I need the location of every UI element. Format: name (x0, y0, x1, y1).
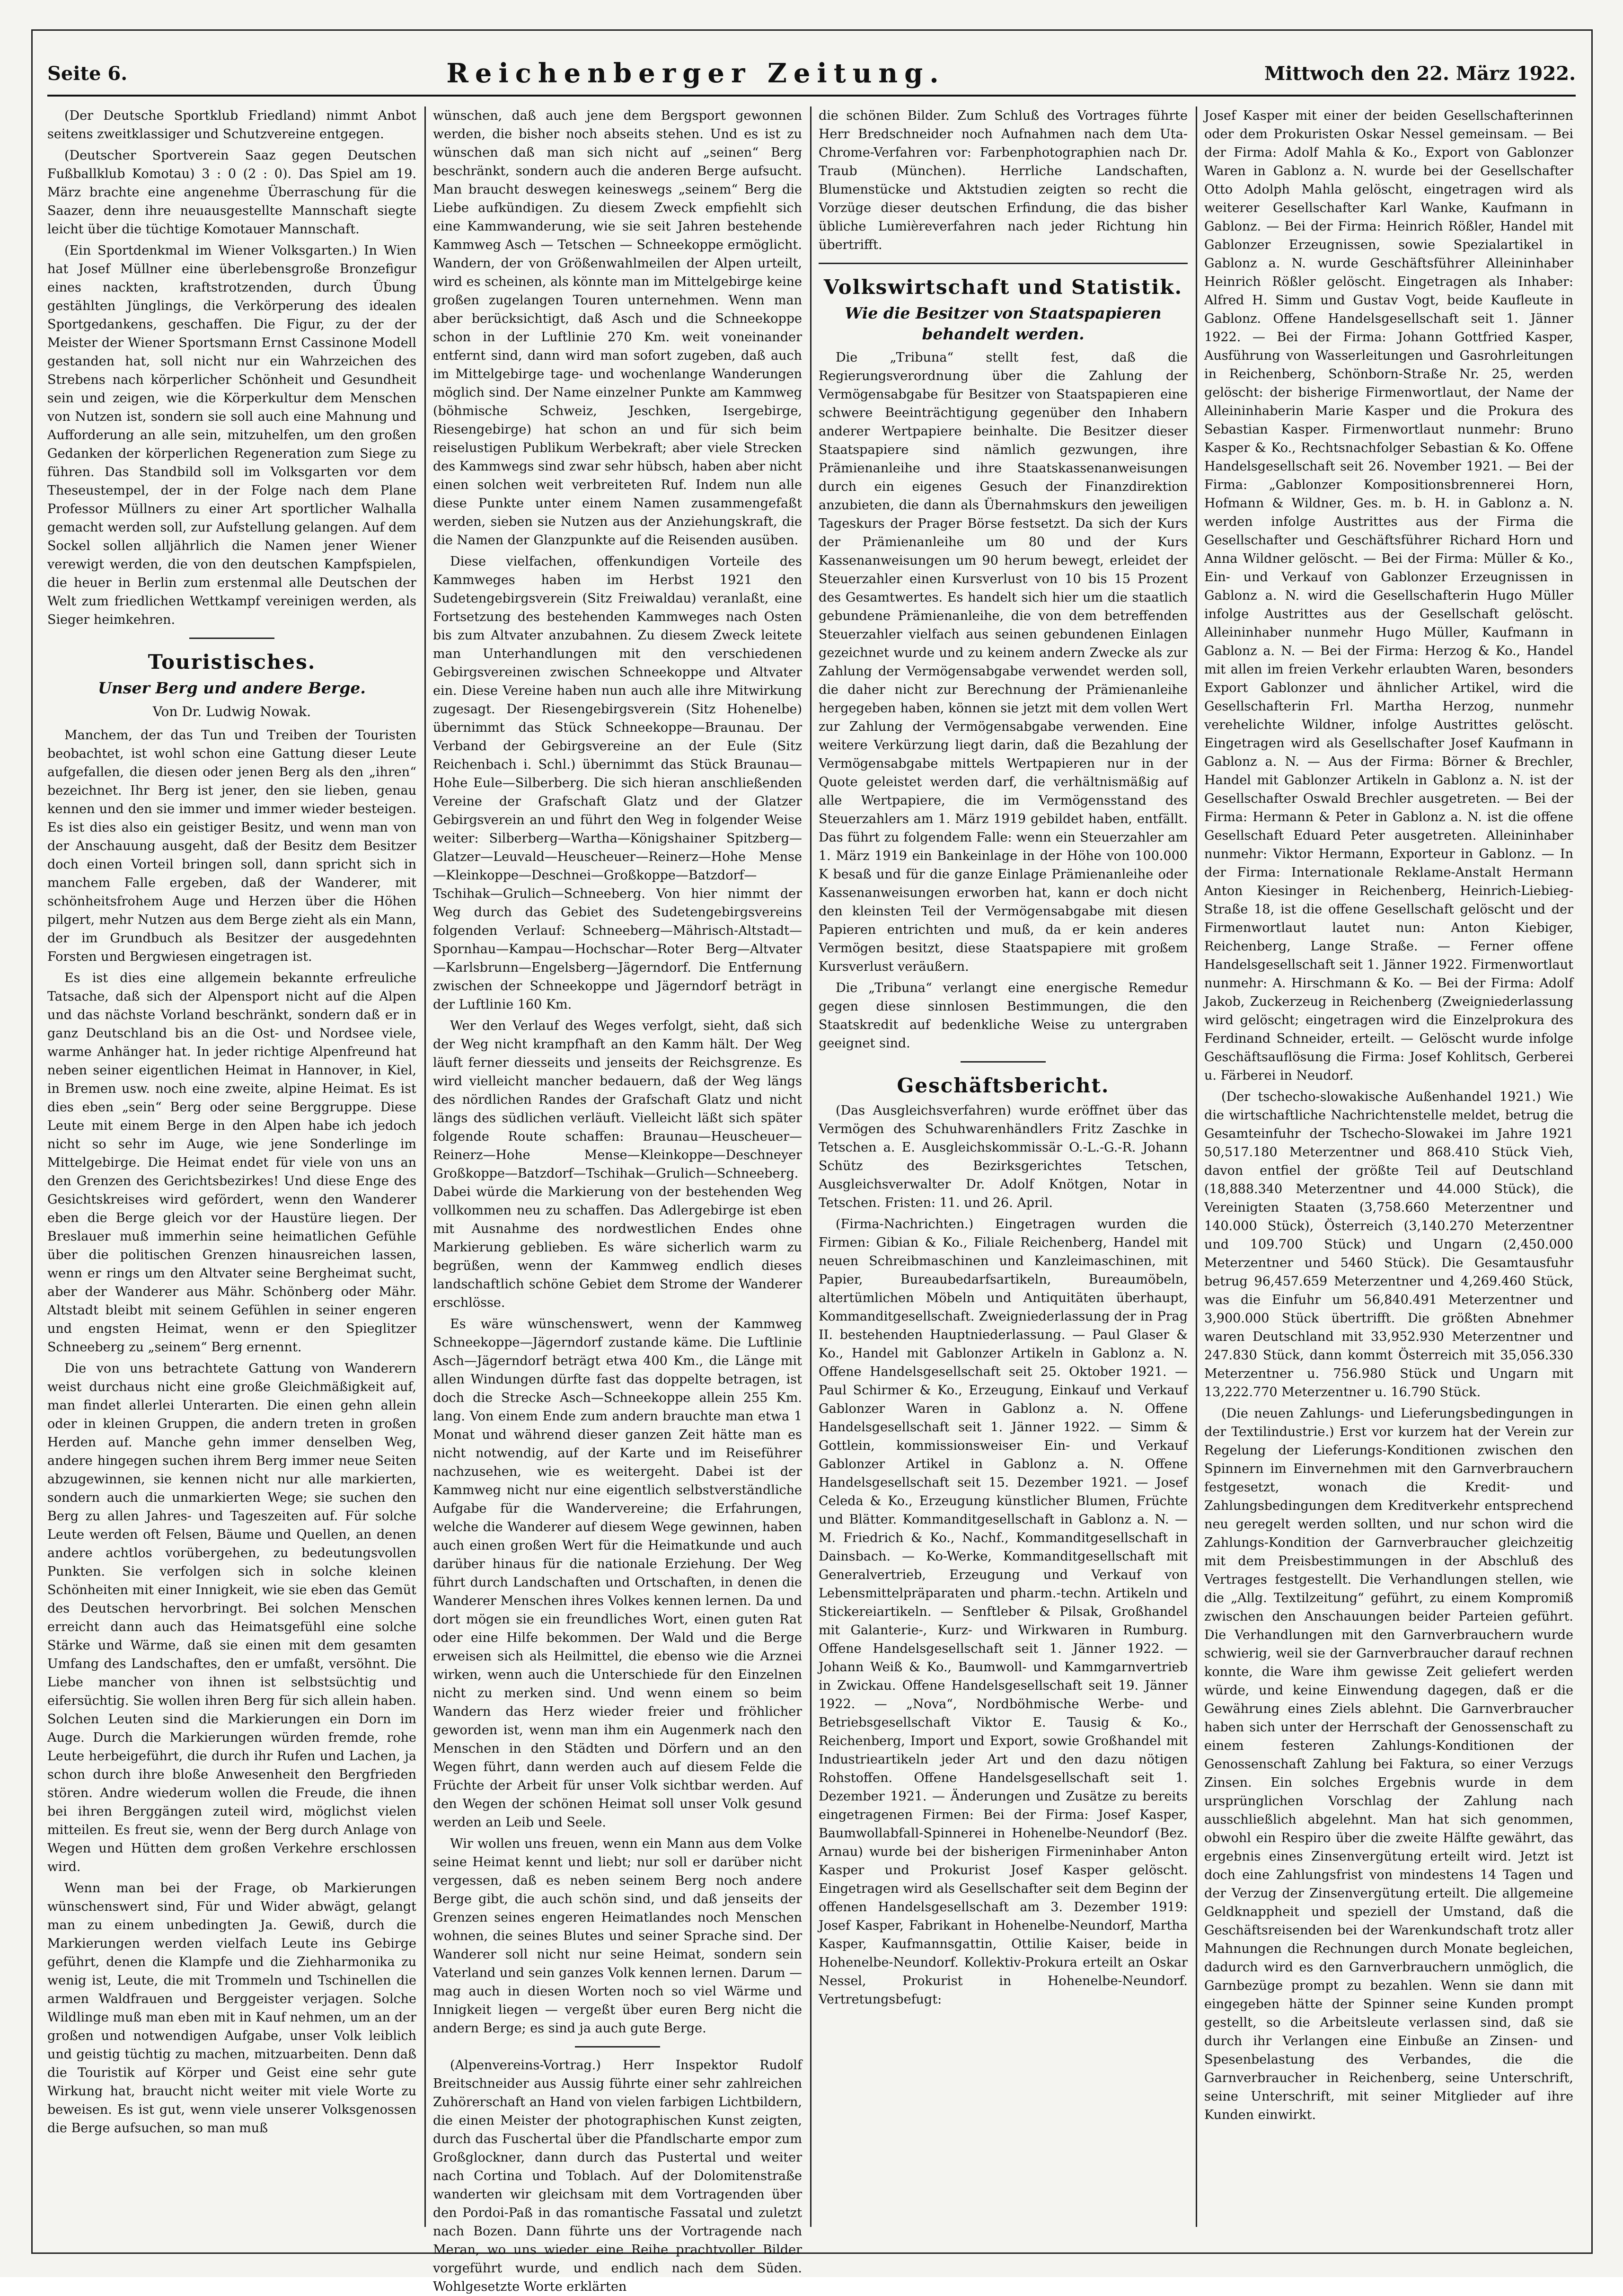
sport-note-friedland: (Der Deutsche Sportklub Friedland) nimmt Anbot seitens zweitklassiger und Schutzvereine entgegen. (47, 108, 416, 142)
section-divider (961, 1061, 1046, 1063)
article-paragraph: Wenn man bei der Frage, ob Markierungen wünschenswert sind, Für und Wider abwägt, gelangt man zu einem unbedingten Ja. Gewiß, durch die Markierungen werden vielfach Leute ins Gebirge geführt, denen die Klampfe und die Ziehharmonika zu wenig ist, Leute, die mit Trommeln und Tschinellen die armen Waldfrauen und Berggeister verjagen. Solche Wildlinge muß man eben mit in Kauf nehmen, um an der großen und notwendigen Aufgabe, unser Volk leiblich und geistig tüchtig zu machen, mitzuarbeiten. Denn daß die Touristik auf Körper und Geist eine sehr gute Wirkung hat, braucht nicht weiter mit viele Worte zu beweisen. Es ist gut, wenn viele unserer Volksgenossen die Berge aufsuchen, so man muß (47, 1881, 416, 2136)
article-paragraph: Die „Tribuna“ stellt fest, daß die Regierungsverordnung über die Zahlung der Vermögensabgabe für Besitzer von Staatspapieren eine schwere Beeinträchtigung gegenüber den Inhabern anderer Wertpapiere beinhalte. Die Besitzer dieser Staatspapiere sind nämlich gezwungen, ihre Prämienanleihe und ihre Staatskassenanweisungen durch ein eigenes Gesuch der Finanzdirektion anzubieten, die dann als Übernahmskurs den jeweiligen Tageskurs der Prager Börse festsetzt. Da sich der Kurs der Prämienanleihe um 80 und der Kurs Kassenanweisungen um 90 herum bewegt, erleidet der Steuerzahler einen Kursverlust von 10 bis 15 Prozent des Gesamtwertes. Es handelt sich hier um die staatlich gebundene Prämienanleihe, die von dem betreffenden Steuerzahler vielfach aus seinen gebundenen Einlagen gezeichnet wurde und zu keinem andern Zwecke als zur Zahlung der Vermögensabgabe verwendet werden soll, die daher nicht zur Berechnung der Prämienanleihe hergegeben haben, können sie jetzt mit dem vollen Wert zur Zahlung der Vermögensabgabe verwenden. Eine weitere Verkürzung liegt darin, daß die Bezahlung der Vermögensabgabe mittels Wertpapieren nur in der Quote geleistet werden darf, die verhältnismäßig auf alle Wertpapiere, die im Vermögensstand des Steuerzahlers am 1. März 1919 gebildet haben, entfällt. Das führt zu folgendem Falle: wenn ein Steuerzahler am 1. März 1919 ein Bankeinlage in der Höhe von 100.000 K besaß und für die ganze Einlage Prämienanleihe oder Kassenanweisungen erworben hat, kann er doch nicht den kleinsten Teil der Vermögensabgabe mit diesen Papieren entrichten und muß, da er kein anderes Vermögen besitzt, diese Staatspapiere mit großem Kursverlust veräußern. (819, 350, 1188, 974)
newspaper-title: Reichenberger Zeitung. (446, 58, 945, 89)
column-3 (819, 106, 1188, 2227)
section-title-volkswirtschaft: Volkswirtschaft und Statistik. (823, 275, 1183, 299)
article-paragraph: Manchem, der das Tun und Treiben der Touristen beobachtet, ist wohl schon eine Gattung dieser Leute aufgefallen, die diesen oder jenen Berg als den „ihren“ bezeichnet. Ihr Berg ist jener, den sie lieben, genau kennen und den sie immer und immer wieder besteigen. Es ist dies also ein geistiger Besitz, und wenn man von der Anschauung ausgeht, daß der Besitz dem Besitzer doch einen Vorteil bringen soll, dann spricht sich in manchem Falle ergeben, daß der Wanderer, mit schönheitsfrohem Auge und Herzen über die Höhen pilgert, mehr Nutzen aus dem Berge zieht als ein Mann, der im Grundbuch als Besitzer der ausgedehnten Forsten und Bergwiesen eingetragen ist. (47, 728, 416, 964)
business-note-firmen: (Firma-Nachrichten.) Eingetragen wurden die Firmen: Gibian & Ko., Filiale Reichenberg, Handel mit neuen Schreibmaschinen und Kanzleimaschinen, mit Papier, Bureaubedarfsartikeln, Bureaumöbeln, altertümlichen Möbeln und Antiquitäten überhaupt, Kommanditgesellschaft. Zweigniederlassung der in Prag II. bestehenden Hauptniederlassung. — Paul Glaser & Ko., Handel mit Gablonzer Artikeln in Gablonz a. N. Offene Handelsgesellschaft seit 25. Oktober 1921. — Paul Schirmer & Ko., Erzeugung, Einkauf und Verkauf Gablonzer Waren in Gablonz a. N. Offene Handelsgesellschaft seit 1. Jänner 1922. — Simm & Gottlein, kommissionsweiser Ein- und Verkauf Gablonzer Artikel in Gablonz a. N. Offene Handelsgesellschaft seit 15. Dezember 1921. — Josef Celeda & Ko., Erzeugung künstlicher Blumen, Früchte und Blätter. Kommanditgesellschaft in Gablonz a. N. — M. Friedrich & Ko., Nachf., Kommanditgesellschaft in Dainsbach. — Ko-Werke, Kommanditgesellschaft mit Generalvertrieb, Erzeugung und Verkauf von Lebensmittelpräparaten und pharm.-techn. Artikeln und Stickereiartikeln. — Senftleber & Pilsak, Großhandel mit Galanterie-, Kurz- und Wirkwaren in Rumburg. Offene Handelsgesellschaft seit 1. Jänner 1922. — Johann Weiß & Ko., Baumwoll- und Kammgarnvertrieb in Zwickau. Offene Handelsgesellschaft seit 19. Jänner 1922. — „Nova“, Nordböhmische Werbe- und Betriebsgesellschaft Viktor E. Tausig & Ko., Reichenberg, Import und Export, sowie Großhandel mit Industrieartikeln jeder Art und den dazu nötigen Rohstoffen. Offene Handelsgesellschaft seit 1. Dezember 1921. — Änderungen und Zusätze zu bereits eingetragenen Firmen: Bei der Firma: Josef Kasper, Baumwollabfall-Spinnerei in Hohenelbe-Neundorf (Bez. Arnau) wurde bei der bisherigen Firmeninhaber Anton Kasper und Prokurist Josef Kasper gelöscht. Eingetragen wird als Gesellschafter seit dem Beginn der offenen Handelsgesellschaft am 3. Dezember 1919: Josef Kasper, Fabrikant in Hohenelbe-Neundorf, Martha Kasper, Kaufmannsgattin, Ottilie Kaiser, beide in Hohenelbe-Neundorf. Kollektiv-Prokura erteilt an Oskar Nessel, Prokurist in Hohenelbe-Neundorf. Vertretungsbefugt: (819, 1217, 1188, 2007)
business-note-continued: Josef Kasper mit einer der beiden Gesellschafterinnen oder dem Prokuristen Oskar Nessel gemeinsam. — Bei der Firma: Adolf Mahla & Ko., Export von Gablonzer Waren in Gablonz a. N. wurde bei der Gesellschafter Otto Adolph Mahla gelöscht, eingetragen wird als weiterer Gesellschafter Karl Wanke, Kaufmann in Gablonz. — Bei der Firma: Heinrich Rößler, Handel mit Gablonzer Erzeugnissen, sowie Spezialartikel in Gablonz a. N. wurde Geschäftsführer Alleininhaber Heinrich Rößler gelöscht. Eingetragen als Inhaber: Alfred H. Simm und Gustav Vogt, beide Kaufleute in Gablonz. Offene Handelsgesellschaft seit 1. Jänner 1922. — Bei der Firma: Johann Gottfried Kasper, Ausführung von Wasserleitungen und Gasrohrleitungen in Reichenberg, Schönborn-Straße Nr. 25, werden gelöscht: der bisherige Firmenwortlaut, der Name der Alleininhaberin Marie Kasper und die Prokura des Sebastian Kasper. Firmenwortlaut nunmehr: Bruno Kasper & Ko., Rechtsnachfolger Sebastian & Ko. Offene Handelsgesellschaft seit 26. November 1921. — Bei der Firma: „Gablonzer Kompositionsbrennerei Horn, Hofmann & Wildner, Ges. m. b. H. in Gablonz a. N. werden infolge Austrittes aus der Firma die Gesellschafter und Geschäftsführer Richard Horn und Anna Wildner gelöscht. — Bei der Firma: Müller & Ko., Ein- und Verkauf von Gablonzer Erzeugnissen in Gablonz a. N. wird die Gesellschafterin Hugo Müller infolge Austrittes aus der Gesellschaft gelöscht. Alleininhaber nunmehr Hugo Müller, Kaufmann in Gablonz a. N. — Bei der Firma: Herzog & Ko., Handel mit allen im freien Verkehr erlaubten Waren, besonders Export Gablonzer und ähnlicher Artikel, wird die Gesellschafterin Frl. Martha Herzog, nunmehr verehelichte Wildner, infolge Austrittes gelöscht. Eingetragen wird als Gesellschafter Josef Kaufmann in Gablonz a. N. — Aus der Firma: Börner & Brechler, Handel mit Gablonzer Artikeln in Gablonz a. N. ist der Gesellschafter Oswald Brechler ausgetreten. — Bei der Firma: Hermann & Peter in Gablonz a. N. ist die offene Gesellschaft Eduard Peter ausgetreten. Alleininhaber nunmehr: Viktor Hermann, Exporteur in Gablonz. — In der Firma: Internationale Reklame-Anstalt Hermann Anton Kiesinger in Reichenberg, Heinrich-Liebieg-Straße 18, ist die offene Gesellschaft gelöscht und der Firmenwortlaut lautet nun: Anton Kiebiger, Reichenberg, Lange Straße. — Ferner offene Handelsgesellschaft seit 1. Jänner 1922. Firmenwortlaut nunmehr: A. Hirschmann & Ko. — Bei der Firma: Adolf Jakob, Zuckerzeug in Reichenberg (Zweigniederlassung wird gelöscht; eingetragen wird die Einzelprokura des Ferdinand Schneider, erteilt. — Gelöscht wurde infolge Geschäftsauflösung die Firma: Josef Kohlitsch, Gerberei u. Färberei in Neudorf. (1204, 108, 1573, 1083)
article-paragraph: Wir wollen uns freuen, wenn ein Mann aus dem Volke seine Heimat kennt und liebt; nur soll er darüber nicht vergessen, daß es neben seinem Berg noch andere Berge gibt, die auch schön sind, und daß jenseits der Grenzen seines engeren Heimatlandes noch Menschen wohnen, die seines Blutes und seiner Sprache sind. Der Wanderer soll nicht nur seine Heimat, sondern sein Vaterland und sein ganzes Volk kennen lernen. Darum — mag auch in diesen Worten noch so viel Wärme und Innigkeit liegen — vergeßt über euren Berg nicht die andern Berge; es sind ja auch gute Berge. (433, 1836, 802, 2036)
article-title-berg: Unser Berg und andere Berge. (98, 679, 366, 697)
sport-note-monument: (Ein Sportdenkmal im Wiener Volksgarten.) In Wien hat Josef Müllner eine überlebensgroße Bronzefigur eines nackten, kraftstrotzenden, durch Übung gestählten Jünglings, die Verkörperung des idealen Sportgedankens, geschaffen. Die Figur, zu der der Meister der Wiener Sportsmann Ernst Cassinone Modell gestanden hat, soll nicht nur ein Wahrzeichen des Strebens nach körperlicher Schönheit und Gesundheit sein und zeigen, wie die Körperkultur dem Menschen von Nutzen ist, sondern sie soll auch eine Mahnung und Aufforderung an alle sein, mitzuhelfen, um den großen Gedanken der körperlichen Regeneration zum Siege zu führen. Das Standbild soll im Volksgarten vor dem Theseustempel, der in der Folge nach dem Plane Professor Müllners zu einer Art sportlicher Walhalla gemacht werden soll, zur Aufstellung gelangen. Auf dem Sockel sollen alljährlich die Namen jener Wiener verewigt werden, die von den deutschen Kampfspielen, die heuer in Berlin zum erstenmal alle Deutschen der Welt zum friedlichen Wettkampf vereinigen werden, als Sieger heimkehren. (47, 243, 416, 627)
section-divider (189, 638, 274, 639)
column-1 (47, 106, 416, 2227)
article-title-staatspapiere: Wie die Besitzer von Staatspapieren behandelt werden. (845, 304, 1162, 343)
section-divider (819, 263, 1188, 264)
alpine-lecture-note: (Alpenvereins-Vortrag.) Herr Inspektor Rudolf Breitschneider aus Aussig führte einer sehr zahlreichen Zuhörerschaft an Hand von vielen farbigen Lichtbildern, die einen Meister der photographischen Kunst zeigten, durch das Fuschertal über die Pfandlscharte empor zum Großglockner, dann durch das Pustertal und weiter nach Cortina und Toblach. Auf der Dolomitenstraße wanderten wir gleichsam mit dem Vortragenden über den Pordoi-Paß in das romantische Fassatal und zuletzt nach Bozen. Dann führte uns der Vortragende nach Meran, wo uns wieder eine Reihe prachtvoller Bilder vorgeführt wurde, und endlich nach dem Süden. Wohlgesetzte Worte erklärten (433, 2058, 802, 2294)
column-divider (810, 106, 812, 2227)
column-4 (1204, 106, 1573, 2227)
column-2 (433, 106, 802, 2294)
masthead (47, 52, 1576, 97)
article-paragraph: wünschen, daß auch jene dem Bergsport gewonnen werden, die bisher noch abseits stehen. Und es ist zu wünschen daß man sich nicht auf „seinen“ Berg beschränkt, sondern auch die anderen Berge aufsucht. Man braucht deswegen keineswegs „seinem“ Berg die Liebe aufkündigen. Zu diesem Zweck empfiehlt sich eine Kammwanderung, wie sie seit Jahren bestehende Kammweg Asch — Tetschen — Schneekoppe ermöglicht. Wandern, der von Größenwahlmeilen der Alpen urteilt, wird es scheinen, als könnte man im Mittelgebirge keine großen zugelangen Touren unternehmen. Wenn man aber berücksichtigt, daß Asch und die Schneekoppe schon in der Luftlinie 270 Km. weit voneinander entfernt sind, dann wird man sofort zugeben, daß auch im Mittelgebirge tage- und wochenlange Wanderungen möglich sind. Der Name einzelner Punkte am Kammweg (böhmische Schweiz, Jeschken, Isergebirge, Riesengebirge) hat schon an und für sich beim reiselustigen Publikum Werbekraft; aber viele Strecken des Kammwegs sind zwar sehr hübsch, haben aber nicht einen solchen weit verbreiteten Ruf. Indem nun alle diese Punkte unter einem Namen zusammengefaßt werden, sieben sie Nutzen aus der Anziehungskraft, die die Namen der Glanzpunkte auf die Reisenden ausüben. (433, 108, 802, 548)
column-divider (1196, 106, 1197, 2227)
article-columns (47, 106, 1576, 2294)
article-paragraph: Die von uns betrachtete Gattung von Wanderern weist durchaus nicht eine große Gleichmäßigkeit auf, man findet allerlei Unterarten. Die einen gehn allein oder in kleinen Gruppen, die andern treten in großen Herden auf. Manche gehn immer denselben Weg, andere hingegen suchen ihrem Berg immer neue Seiten abzugewinnen, sie kennen nicht nur alle markierten, sondern auch die unmarkierten Wege; sie suchen den Berg zu allen Jahres- und Tageszeiten auf. Für solche Leute werden oft Felsen, Bäume und Quellen, an denen andere achtlos vorübergehen, zu bedeutungsvollen Punkten. Sie verfolgen sich in solche kleinen Schönheiten mit einer Innigkeit, wie sie eben das Gemüt des Deutschen hervorbringt. Bei solchen Menschen erreicht dann auch das Heimatsgefühl eine solche Stärke und Wärme, daß sie einen mit dem gesamten Umfang des Landschaftes, den er umfaßt, versöhnt. Die Liebe mancher von ihnen ist selbstsüchtig und eifersüchtig. Sie wollen ihren Berg für sich allein haben. Solchen Leuten sind die Markierungen ein Dorn im Auge. Durch die Markierungen würden fremde, rohe Leute herbeigeführt, die durch ihr Rufen und Lachen, ja schon durch ihre bloße Anwesenheit den Bergfrieden stören. Andre wiederum wollen die Freude, die ihnen bei ihren Berggängen zuteil wird, möglichst vielen mitteilen. Es freut sie, wenn der Berg durch Anlage von Wegen und Hütten dem großen Verkehre erschlossen wird. (47, 1361, 416, 1874)
section-title-touristisches: Touristisches. (148, 650, 316, 674)
article-paragraph: die schönen Bilder. Zum Schluß des Vortrages führte Herr Bredschneider noch Aufnahmen nach dem Uta-Chrome-Verfahren vor: Farbenphotographien nach Dr. Traub (München). Herrliche Landschaften, Blumenstücke und Aktstudien zeigten so recht die Vorzüge dieser deutschen Erfindung, die das bisher übliche Lumièreverfahren nach jeder Richtung hin übertrifft. (819, 108, 1188, 252)
article-paragraph: Es ist dies eine allgemein bekannte erfreuliche Tatsache, daß sich der Alpensport nicht auf die Alpen und das nächste Vorland beschränkt, sondern daß er in ganz Deutschland bis an die Ost- und Nordsee viele, warme Anhänger hat. In jeder richtige Alpenfreund hat neben seiner eigentlichen Heimat in Hannover, in Kiel, in Bremen usw. noch eine zweite, alpine Heimat. Es ist dies eben „sein“ Berg oder seine Berggruppe. Diese Leute mit einem Berge in den Alpen habe ich jedoch nicht so sehr im Auge, wie jene Sonderlinge im Mittelgebirge. Die Heimat endet für viele von uns an den Grenzen des Gerichtsbezirkes! Und diese Enge des Gesichtskreises wird gefördert, wenn den Wanderer eben die Berge gleich vor der Haustüre liegen. Der Breslauer muß immerhin seine heimatlichen Gefühle über die politischen Grenzen hinausreichen lassen, wenn er rings um den Altvater seine Bergheimat sucht, aber der Wanderer aus Mähr. Schönberg oder Mähr. Altstadt bleibt mit seinem Gefühlen in seiner engeren und engsten Heimat, wenn er den Spieglitzer Schneeberg zu „seinem“ Berg ernennt. (47, 971, 416, 1355)
textile-conditions-note: (Die neuen Zahlungs- und Lieferungsbedingungen in der Textilindustrie.) Erst vor kurzem hat der Verein zur Regelung der Lieferungs-Konditionen zwischen den Spinnern im Einvernehmen mit den Garnverbrauchern festgesetzt, wonach die Kredit- und Zahlungsbedingungen dem Kreditverkehr entsprechend neu geregelt werden sollten, und nur schon wird die Zahlungs-Kondition der Garnverbraucher gleichzeitig mit dem Preisbestimmungen in der Abschluß des Vertrages festgestellt. Die Verhandlungen stellen, wie die „Allg. Textilzeitung“ geführt, zu einem Kompromiß zwischen den Anschauungen beider Parteien geführt. Die Verhandlungen mit den Garnverbrauchern wurde schwierig, weil sie der Garnverbraucher darauf rechnen konnte, die Ware ihm gewisse Zeit geliefert werden würde, und keine Einwendung dagegen, daß er die Gewährung eines Ziels ablehnt. Die Garnverbraucher haben sich unter der Herrschaft der Genossenschaft zu einem festeren Zahlungs-Konditionen der Genossenschaft Zahlung bei Faktura, so einer Verzugs Zinsen. Ein solches Ergebnis wurde in dem ursprünglichen Vorschlag der Zahlung nach ausschließlich abgelehnt. Man hat sich genommen, obwohl ein Respiro über die zweite Hälfte gewährt, das ergebnis eines Zinsenvergütung erteilt wird. Jetzt ist doch eine Zahlungsfrist von mindestens 14 Tagen und der Verzug der Zinsenvergütung erteilt. Die allgemeine Geldknappheit und speziell der Umstand, daß die Geschäftsreisenden bei der Warenkundschaft trotz aller Mahnungen die Rechnungen durch Monate begleichen, dadurch wird es den Garnverbrauchern unmöglich, die Garnbezüge prompt zu bezahlen. Wenn sie dann mit eingegeben hätte der Spinner seine Kunden prompt gestellt, so die Arbeitsleute verlassen sind, daß sie durch ihr Verlangen eine Einbuße an Zinsen- und Spesenbelastung des Verbandes, die die Garnverbraucher in Reichenberg, seine Unterschrift, seine Unterschrift, mit seiner Mitglieder auf ihre Kunden einwirkt. (1204, 1406, 1573, 2122)
article-paragraph: Die „Tribuna“ verlangt eine energische Remedur gegen diese sinnlosen Bestimmungen, die den Staatskredit auf bedenkliche Weise zu untergraben geeignet sind. (819, 981, 1188, 1051)
article-author: Von Dr. Ludwig Nowak. (152, 704, 311, 719)
page-number: Seite 6. (47, 62, 128, 85)
section-divider (575, 2046, 660, 2048)
article-paragraph: Es wäre wünschenswert, wenn der Kammweg Schneekoppe—Jägerndorf zustande käme. Die Luftlinie Asch—Jägerndorf beträgt etwa 400 Km., die Länge mit allen Windungen dürfte fast das doppelte betragen, ist doch die Strecke Asch—Schneekoppe allein 255 Km. lang. Von einem Ende zum andern brauchte man etwa 1 Monat und während dieser ganzen Zeit hätte man es nicht notwendig, auf der Karte und im Reiseführer nachzusehen, wie es weitergeht. Dabei ist der Kammweg nicht nur eine eigentlich selbstverständliche Aufgabe für die Wandervereine; die Erfahrungen, welche die Wanderer auf diesem Wege gewinnen, haben auch einen großen Wert für die Heimatkunde und auch darüber hinaus für die nationale Erziehung. Der Weg führt durch Landschaften und Ortschaften, in denen die Wanderer Menschen ihres Volkes kennen lernen. Da und dort mögen sie ein freundliches Wort, einen guten Rat oder eine Hilfe bekommen. Der Wald und die Berge erweisen sich als Heilmittel, die ebenso wie die Arznei wirken, wenn auch die Unterschiede für den Einzelnen nicht zu merken sind. Und wenn einem so beim Wandern das Herz wieder freier und fröhlicher geworden ist, wenn man ihm ein Augenmerk nach den Menschen in den Städten und Dörfern und an den Wegen führt, dann werden auch auf diesem Felde die Früchte der Arbeit für unser Volk sichtbar werden. Auf den Wegen der schönen Heimat soll unser Volk gesund werden an Leib und Seele. (433, 1317, 802, 1830)
article-paragraph: Diese vielfachen, offenkundigen Vorteile des Kammweges haben im Herbst 1921 den Sudetengebirgsverein (Sitz Freiwaldau) veranlaßt, eine Fortsetzung des bestehenden Kammweges nach Osten bis zum Altvater anzubahnen. Zu diesem Zweck leitete man Unterhandlungen mit den verschiedenen Gebirgsvereinen zwischen Schneekoppe und Altvater ein. Diese Vereine haben nun auch alle ihre Mitwirkung zugesagt. Der Riesengebirgsverein (Sitz Hohenelbe) übernimmt das Stück Schneekoppe—Braunau. Der Verband der Gebirgsvereine an der Eule (Sitz Reichenbach i. Schl.) übernimmt das Stück Braunau—Hohe Eule—Silberberg. Die sich hieran anschließenden Vereine der Grafschaft Glatz und der Glatzer Gebirgsverein an und führt den Weg in folgender Weise weiter: Silberberg—Wartha—Königshainer Spitzberg—Glatzer—Leuvald—Heuscheuer—Reinerz—Hohe Mense—Kleinkoppe—Deschnei—Großkoppe—Batzdorf—Tschihak—Grulich—Schneeberg. Von hier nimmt der Weg durch das Gebiet des Sudetengebirgsvereins folgenden Verlauf: Schneeberg—Mährisch-Altstadt—Spornhau—Kampau—Hochschar—Roter Berg—Altvater—Karlsbrunn—Engelsberg—Jägerndorf. Die Entfernung zwischen der Schneekoppe und Jägerndorf beträgt in der Luftlinie 160 Km. (433, 554, 802, 1012)
section-title-geschaeftsbericht: Geschäftsbericht. (897, 1074, 1110, 1097)
business-note-ausgleich: (Das Ausgleichsverfahren) wurde eröffnet über das Vermögen des Schuhwarenhändlers Fritz Zaschke in Tetschen a. E. Ausgleichskommissär O.-L.-G.-R. Johann Schütz des Bezirksgerichtes Tetschen, Ausgleichsverwalter Dr. Adolf Knötgen, Notar in Tetschen. Fristen: 11. und 26. April. (819, 1103, 1188, 1210)
article-paragraph: Wer den Verlauf des Weges verfolgt, sieht, daß sich der Weg nicht krampfhaft an den Kamm hält. Der Weg läuft ferner diesseits und jenseits der Reichsgrenze. Es wird vielleicht mancher bedauern, daß der Weg längs des nördlichen Randes der Grafschaft Glatz und nicht längs des südlichen verläuft. Vielleicht läßt sich später folgende Route schaffen: Braunau—Heuscheuer—Reinerz—Hohe Mense—Kleinkoppe—Deschneyer Großkoppe—Batzdorf—Tschihak—Grulich—Schneeberg. Dabei würde die Markierung von der bestehenden Weg vollkommen neu zu schaffen. Das Adlergebirge ist eben mit Ausnahme des nordwestlichen Endes ohne Markierung geblieben. Es wäre sicherlich warm zu begrüßen, wenn der Kammweg endlich dieses landschaftlich schöne Gebiet dem Strome der Wanderer erschlösse. (433, 1019, 802, 1310)
trade-statistics-note: (Der tschecho-slowakische Außenhandel 1921.) Wie die wirtschaftliche Nachrichtenstelle meldet, betrug die Gesamteinfuhr der Tschecho-Slowakei im Jahre 1921 50,517.180 Meterzentner und 868.410 Stück Vieh, davon entfiel der größte Teil auf Deutschland (18,888.340 Meterzentner und 44.000 Stück), die Vereinigten Staaten (3,758.660 Meterzentner und 140.000 Stück), Österreich (3,140.270 Meterzentner und 109.700 Stück) und Ungarn (2,450.000 Meterzentner und 5460 Stück). Die Gesamtausfuhr betrug 96,457.659 Meterzentner und 4,269.460 Stück, was die Einfuhr um 56,840.491 Meterzentner und 3,900.000 Stück übertrifft. Die größten Abnehmer waren Deutschland mit 33,952.930 Meterzentner und 247.830 Stück, dann kommt Österreich mit 35,056.330 Meterzentner u. 756.980 Stück und Ungarn mit 13,222.770 Meterzentner u. 16.790 Stück. (1204, 1090, 1573, 1400)
column-divider (424, 106, 426, 2227)
issue-date: Mittwoch den 22. März 1922. (1264, 62, 1576, 85)
sport-note-saaz: (Deutscher Sportverein Saaz gegen Deutschen Fußballklub Komotau) 3 : 0 (2 : 0). Das Spiel am 19. März brachte eine angenehme Überraschung für die Saazer, denn ihre neuausgestellte Mannschaft siegte leicht über die tüchtige Komotauer Mannschaft. (47, 148, 416, 237)
